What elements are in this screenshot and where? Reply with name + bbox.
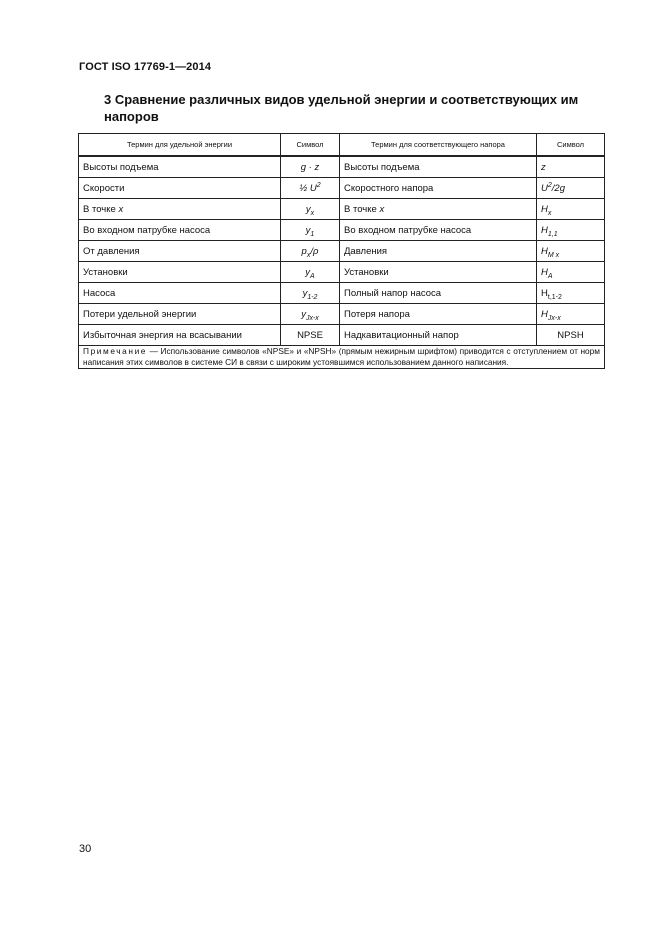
energy-symbol: ½ $U^2$: [281, 178, 340, 199]
energy-term: В точке x: [79, 199, 281, 220]
section-title: 3 Сравнение различных видов удельной энергии и соответствующих им напоров: [104, 92, 579, 124]
head-term: Надкавитационный напор: [340, 325, 537, 346]
table-row: [79, 262, 605, 283]
energy-term: От давления: [79, 241, 281, 262]
energy-symbol: NPSE: [281, 325, 340, 346]
page-number: 30: [79, 843, 92, 855]
energy-symbol: g · z: [281, 156, 340, 178]
head-term: Полный напор насоса: [340, 283, 537, 304]
energy-symbol: $y_{Jx-x}$: [281, 304, 340, 325]
energy-term: Избыточная энергия на всасывании: [79, 325, 281, 346]
note-text: — Использование символов «NPSE» и «NPSH» (прямым нежирным шрифтом) приводится с отступлением от норм написания этих символов в системе СИ в связи с широким устоявшимся использованием данного написания.: [83, 346, 600, 367]
header-head-symbol: Символ: [537, 134, 605, 157]
head-symbol: $U^2/2g$: [537, 178, 605, 199]
energy-term: Установки: [79, 262, 281, 283]
head-term: В точке x: [340, 199, 537, 220]
head-symbol: $H_{Jx-x}$: [537, 304, 605, 325]
table-header-row: [79, 134, 605, 157]
energy-term: Скорости: [79, 178, 281, 199]
header-energy-term: Термин для удельной энергии: [79, 134, 281, 157]
head-term: Высоты подъема: [340, 156, 537, 178]
table-row: [79, 304, 605, 325]
header-head-term: Термин для соответствующего напора: [340, 134, 537, 157]
energy-term: Насоса: [79, 283, 281, 304]
head-term: Потеря напора: [340, 304, 537, 325]
energy-term: Потери удельной энергии: [79, 304, 281, 325]
head-symbol: z: [537, 156, 605, 178]
head-symbol: NPSH: [537, 325, 605, 346]
energy-symbol: $y_1$: [281, 220, 340, 241]
table-note: [79, 346, 605, 369]
table-row: [79, 283, 605, 304]
head-term: Во входном патрубке насоса: [340, 220, 537, 241]
energy-term: Во входном патрубке насоса: [79, 220, 281, 241]
energy-symbol: $y_x$: [281, 199, 340, 220]
table-row: [79, 178, 605, 199]
note-label: Примечание: [83, 346, 148, 356]
document-id: ГОСТ ISO 17769-1—2014: [79, 61, 212, 73]
head-symbol: $H_{M x}$: [537, 241, 605, 262]
energy-symbol: $y_{1-2}$: [281, 283, 340, 304]
head-symbol: $H_x$: [537, 199, 605, 220]
head-term: Установки: [340, 262, 537, 283]
table-row: [79, 241, 605, 262]
head-symbol: $H_A$: [537, 262, 605, 283]
energy-term: Высоты подъема: [79, 156, 281, 178]
energy-symbol: $y_A$: [281, 262, 340, 283]
head-term: Давления: [340, 241, 537, 262]
header-energy-symbol: Символ: [281, 134, 340, 157]
head-symbol: $H_{1,1}$: [537, 220, 605, 241]
table-row: [79, 325, 605, 346]
table-row: [79, 220, 605, 241]
comparison-table: [78, 133, 605, 369]
table-row: [79, 199, 605, 220]
table-row: [79, 156, 605, 178]
table-note-row: [79, 346, 605, 369]
energy-symbol: $p_x/\rho$: [281, 241, 340, 262]
head-symbol: $H_{t,1-2}$: [537, 283, 605, 304]
head-term: Скоростного напора: [340, 178, 537, 199]
